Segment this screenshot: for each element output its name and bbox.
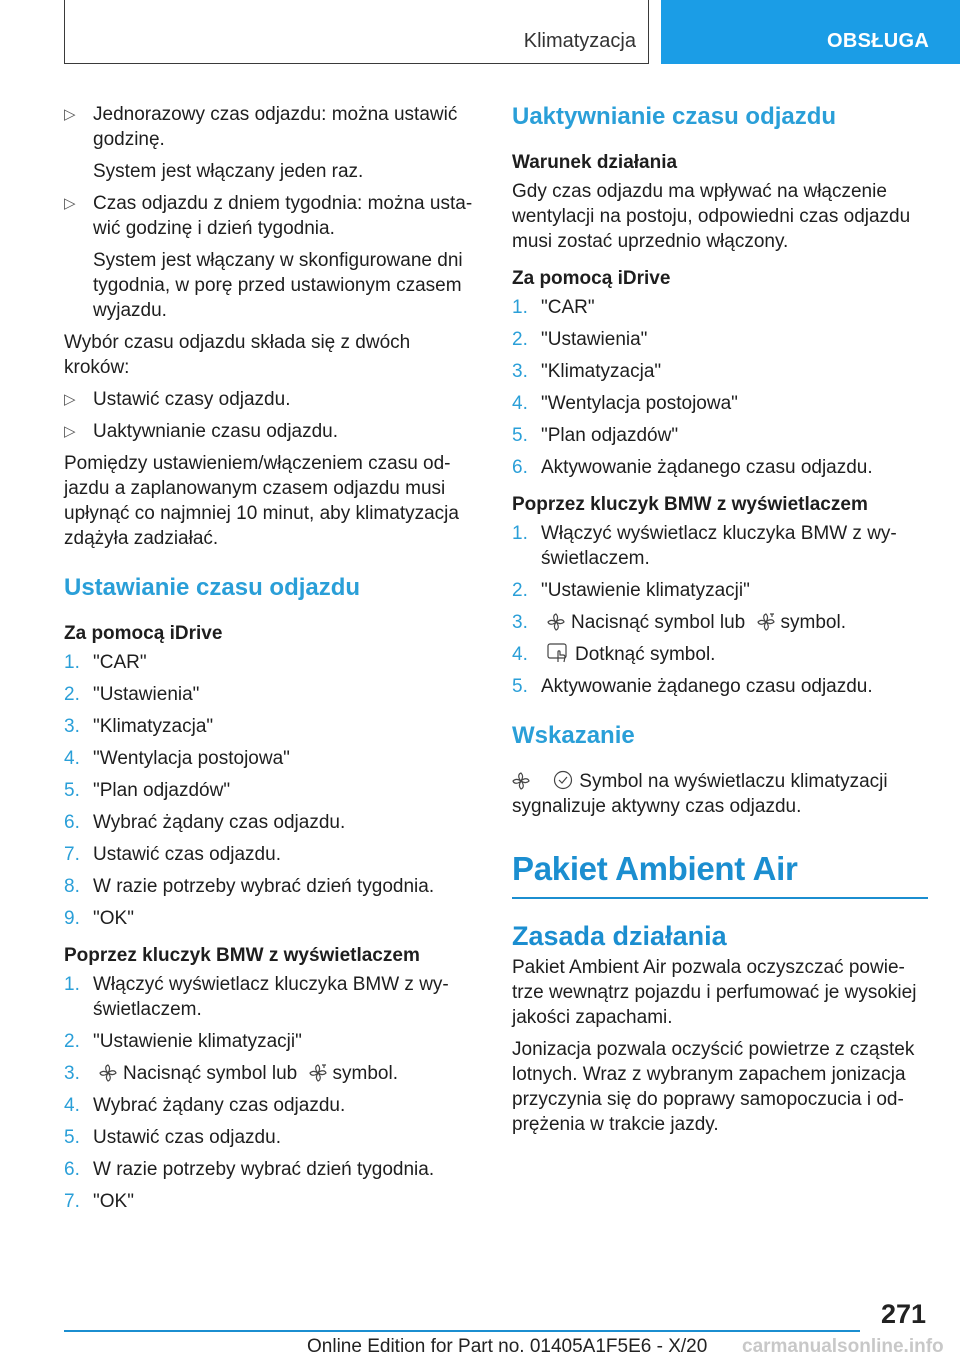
list-item: 5. "Plan odjazdów" xyxy=(64,780,231,801)
list-item: 2. "Ustawienie klimatyzacji" xyxy=(512,580,750,601)
list-item: 6. W razie potrzeby wybrać dzień tygodnia. xyxy=(64,1159,435,1180)
heading-indicator: Wskazanie xyxy=(512,722,635,749)
paragraph: Jonizacja pozwala oczyścić powietrze z cząstek lotnych. Wraz z wybranym zapachem jonizacja przyczynia się do poprawy samopoczucia i od-prężenia w trakcie jazdy. xyxy=(512,1039,915,1135)
bullet-item: ▷ Uaktywnianie czasu odjazdu. xyxy=(64,421,339,442)
list-item: 6. Aktywowanie żądanego czasu odjazdu. xyxy=(512,457,873,478)
paragraph: Wybór czasu odjazdu składa się z dwóch kroków: xyxy=(64,332,411,378)
paragraph: Pomiędzy ustawieniem/włączeniem czasu od-jazdu a zaplanowanym czasem odjazdu musi upłynąć co najmniej 10 minut, aby klimatyzacja zdążyła zadziałać. xyxy=(64,453,459,549)
paragraph: Gdy czas odjazdu ma wpływać na włączenie wentylacji na postoju, odpowiedni czas odjazdu musi zostać uprzednio włączony. xyxy=(512,181,911,252)
list-item: 1. Włączyć wyświetlacz kluczyka BMW z wy-świetlaczem. xyxy=(512,523,897,569)
paragraph: Pakiet Ambient Air pozwala oczyszczać powie-trze wewnątrz pojazdu i perfumować je wysokiej jakości zapachami. xyxy=(512,957,917,1028)
right-column xyxy=(512,102,928,1144)
header-box xyxy=(64,0,649,64)
touch-icon xyxy=(547,643,569,663)
list-item: 7. Ustawić czas odjazdu. xyxy=(64,844,281,865)
heading-ambient-air: Pakiet Ambient Air xyxy=(512,849,928,899)
bullet-subtext: System jest włączany jeden raz. xyxy=(93,161,364,182)
fan-icon xyxy=(547,613,565,631)
heading-activate-departure: Uaktywnianie czasu odjazdu xyxy=(512,103,837,130)
bullet-item: ▷ Czas odjazdu z dniem tygodnia: można usta-wić godzinę i dzień tygodnia. xyxy=(64,193,473,239)
list-item: 5. "Plan odjazdów" xyxy=(512,425,679,446)
fan-timer-icon xyxy=(757,613,775,631)
idrive-steps-list xyxy=(512,295,928,480)
list-item: 9. "OK" xyxy=(64,908,134,929)
list-item: 2. "Ustawienia" xyxy=(64,684,200,705)
triangle-bullet-icon: ▷ xyxy=(64,423,76,440)
edition-text: Online Edition for Part no. 01405A1F5E6 - X/20 xyxy=(307,1336,708,1357)
triangle-bullet-icon: ▷ xyxy=(64,106,76,123)
chapter-tab-label: OBSŁUGA xyxy=(827,30,930,52)
heading-set-departure: Ustawianie czasu odjazdu xyxy=(64,574,361,601)
list-item: 4. Dotknąć symbol. xyxy=(512,644,716,665)
bullet-item: ▷ Jednorazowy czas odjazdu: można ustawić godzinę. xyxy=(64,104,458,150)
key-steps-list xyxy=(64,972,480,1214)
triangle-bullet-icon: ▷ xyxy=(64,195,76,212)
watermark: carmanualsonline.info xyxy=(742,1336,944,1357)
footer-divider xyxy=(64,1330,860,1332)
heading-principle: Zasada działania xyxy=(512,921,727,951)
bullet-subtext: System jest włączany w skonfigurowane dni tygodnia, w porę przed ustawionym czasem wyjazdu. xyxy=(93,250,463,321)
chapter-tab xyxy=(661,0,960,64)
page-number: 271 xyxy=(880,1299,926,1329)
list-item: 5. Aktywowanie żądanego czasu odjazdu. xyxy=(512,676,873,697)
list-item: 1. "CAR" xyxy=(512,297,595,318)
fan-icon xyxy=(512,772,530,790)
list-item: 3. Nacisnąć symbol lub symbol. xyxy=(512,612,846,633)
heading-idrive: Za pomocą iDrive xyxy=(64,623,223,644)
left-column xyxy=(64,102,480,1221)
paragraph: Symbol na wyświetlaczu klimatyzacji sygnalizuje aktywny czas odjazdu. xyxy=(512,771,888,817)
bullet-item: ▷ Ustawić czasy odjazdu. xyxy=(64,389,291,410)
heading-display-key: Poprzez kluczyk BMW z wyświetlaczem xyxy=(512,494,868,515)
heading-display-key: Poprzez kluczyk BMW z wyświetlaczem xyxy=(64,945,420,966)
section-title: Klimatyzacja xyxy=(523,30,636,52)
list-item: 4. Wybrać żądany czas odjazdu. xyxy=(64,1095,346,1116)
list-item: 1. Włączyć wyświetlacz kluczyka BMW z wy-świetlaczem. xyxy=(64,974,449,1020)
list-item: 7. "OK" xyxy=(64,1191,134,1212)
list-item: 8. W razie potrzeby wybrać dzień tygodnia. xyxy=(64,876,435,897)
list-item: 4. "Wentylacja postojowa" xyxy=(512,393,738,414)
fan-timer-icon xyxy=(309,1064,327,1082)
heading-idrive: Za pomocą iDrive xyxy=(512,268,671,289)
list-item: 2. "Ustawienia" xyxy=(512,329,648,350)
list-item: 5. Ustawić czas odjazdu. xyxy=(64,1127,281,1148)
list-item: 6. Wybrać żądany czas odjazdu. xyxy=(64,812,346,833)
list-item: 3. Nacisnąć symbol lub symbol. xyxy=(64,1063,398,1084)
triangle-bullet-icon: ▷ xyxy=(64,391,76,408)
list-item: 3. "Klimatyzacja" xyxy=(64,716,214,737)
idrive-steps-list xyxy=(64,650,480,931)
heading-condition: Warunek działania xyxy=(512,152,678,173)
list-item: 4. "Wentylacja postojowa" xyxy=(64,748,290,769)
list-item: 2. "Ustawienie klimatyzacji" xyxy=(64,1031,302,1052)
clock-check-icon xyxy=(553,770,573,790)
key-steps-list xyxy=(512,521,928,699)
list-item: 3. "Klimatyzacja" xyxy=(512,361,662,382)
fan-icon xyxy=(99,1064,117,1082)
list-item: 1. "CAR" xyxy=(64,652,147,673)
